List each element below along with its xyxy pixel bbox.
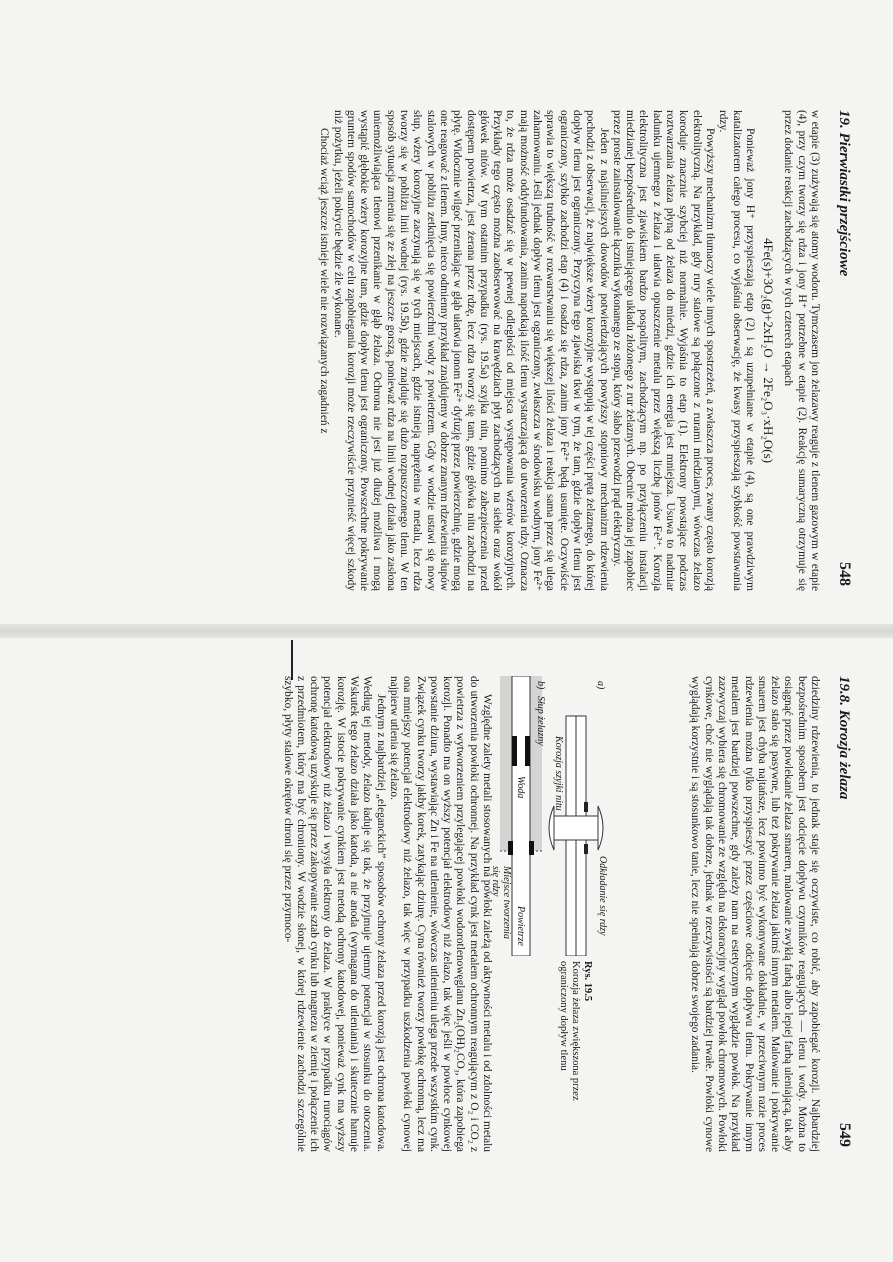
left-paragraph-4: Chociaż wciąż jeszcze istnieje wiele nie rozwiązanych zagadnień z bbox=[318, 128, 331, 434]
water-label: Woda bbox=[515, 776, 526, 799]
rivet-neck-label: Korozja szyjki nitu bbox=[553, 736, 564, 811]
left-intro-paragraph: w etapie (3) zużywają się atomy wodoru. Tymczasem jon żelazawy reaguje z tlenem gazowym w etapie (4), przy czym tworzy się rdza i jony H⁺ potrzebne w etapie (2). Reakcję sumaryczną otrzymuje się przez dodanie reakcji zachodzących w tych czterech etapach bbox=[782, 110, 821, 591]
left-paragraph-2: Powyższy mechanizm tłumaczy wiele innych spostrzeżeń, a zwłaszcza proces, zwany często korozją elektrolityczną. Na przykład, gdy rury stalowe są połączone z rurami miedzianymi, wówczas żelazo koroduje znacznie szybciej niż normalnie. Wyjaśnia to etap (1). Elektrony powstające podczas roztwarzania żelaza płyną od żelaza do miedzi, gdzie ich energia jest mniejsza. Usuwa to nadmiar ładunku ujemnego z żelaza i ułatwia opuszczenie metalu przez większą liczbę jonów Fe²⁺. Korozja elektrolityczna jest zjawiskiem bardzo pospolitym, zachodzącym np. po przyłączeniu instalacji miedzianej bezpośrednio do istniejącego układu złożonego z rur żelaznych. Obecnie można jej zapobiec przez proste zainstalowanie łącznika wykonanego ze stopu, który słabo przewodzi prąd elektryczny. bbox=[610, 110, 716, 591]
rust-formation-label: Miejsce tworzenia się rdzy bbox=[490, 866, 512, 940]
right-page-number: 549 bbox=[836, 1123, 853, 1147]
right-page bbox=[0, 631, 893, 1262]
caption-text: Korozja żelaza zwiększona przez ograniczony dopływ tlenu bbox=[558, 961, 581, 1101]
rust-deposit-label: Odkładanie się rdzy bbox=[597, 856, 608, 936]
left-page-body bbox=[317, 110, 821, 591]
figure-label-a: a) bbox=[595, 681, 606, 690]
air-label: Powietrze bbox=[515, 906, 526, 946]
right-page-header bbox=[829, 676, 853, 1147]
right-page-body-bottom bbox=[280, 676, 493, 1152]
right-page-body-top bbox=[688, 676, 821, 1152]
left-paragraph-1: Ponieważ jony H⁺ przyspieszają etap (2) i są uzupełniane w etapie (4), są one prawdziwym katalizatorem całego procesu, co wyjaśnia obserwację, że kwasy przyspieszają szybkość powstawania rdzy. bbox=[717, 110, 756, 591]
iron-post-label: Słup żelazny bbox=[535, 696, 546, 746]
figure-caption bbox=[557, 961, 593, 1111]
right-paragraph-1: dziedziny rdzewienia, to jednak staje się oczywiste, co robić, aby zapobiegać korozji. Najbardziej bezpośrednim sposobem jest odcięcie dopływu czynników reagujących — tlenu i wody. Można to osiągnąć przez powlekanie żelaza smarem, malowanie zwykłą farbą albo lepiej farbą uleniającą, tak aby żelazo stało się pasywne, lub też pokrywanie żelaza jakimś innym metalem. Malowanie i pokrywanie smarem jest chyba najtańsze, lecz powinno być wykonywane dokładnie, w przeciwnym razie proces rdzewienia można tylko przyspieszyć przez częściowe odcięcie dopływu tlenu. Pokrywanie innym metalem jest bardziej powszechne, gdy zależy nam na estetycznym wyglądzie powłok. Na przykład zazwyczaj wybiera się chromowanie ze względu na dekoracyjny wygląd powłok chromowych. Powłoki cynkowe, choć nie wyglądają tak dobrze, jednak w rzeczywistości są bardziej trwałe. Powłoki cynowe wyglądają korzystnie i są stosunkowo tanie, lecz nie spełniają dobrze swojego zadania. bbox=[689, 676, 821, 1152]
left-page-header bbox=[829, 110, 853, 586]
left-page-number: 548 bbox=[836, 562, 853, 586]
rust-equation: 4Fe(s)+3O₂(g)+2xH₂O → 2Fe₂O₃·xH₂O(s) bbox=[761, 237, 777, 464]
left-paragraph-3: Jeden z najsilniejszych dowodów potwierdzających powyższy stopniowy mechanizm rdzewienia pochodzi z obserwacji, że największe wżery korozyjne występują w tej części pręta żelaznego, do której dopływ tlenu jest ograniczony. Przyczyna tego zjawiska tkwi w tym, że tam, gdzie dopływ tlenu jest ograniczony, szybko zachodzi etap (4) i osadza się rdza, zanim jony Fe²⁺ będą usunięte. Oczywiście sprawia to większą trudność w rozwarstwaniu się większej ilości żelaza i reakcja sama przez się ulega zahamowaniu. Jeśli jednak dopływ tlenu jest ograniczony, zwłaszcza w środowisku wodnym, jony Fe²⁺ mają możność oddyfundowania, zanim napotkają ilość tlenu wystarczającą do utworzenia rdzy. Oznacza to, że rdza może osadzać się w pewnej odległości od miejsca występowania wżerów korozyjnych. Przykłady tego często można zaobserwować na krawędziach płyt zachodzących na siebie oraz wokół główek nitów. W tym ostatnim przypadku (rys. 19.5a) szyjka nitu, pomimo zabezpieczenia przed dostępem powietrza, jest żerana przez rdzę, lecz rdza tworzy się tam, gdzie główka nitu zachodzi na płytę. Widocznie wilgoć przenikając w głąb ułatwia jonom Fe²⁺ dyfuzję przez powierzchnię, gdzie mogą one reagować z tlenem. Inny, nieco odmienny przykład znajdujemy w dobrze znanym rdzewieniu słupów stalowych w pobliżu zetknięcia się powierzchni wody z powietrzem. Gdy w wodzie ustawi się nowy słup, wżery korozyjne zaczynają się w tych miejscach, gdzie istnieją naprężenia w metalu, lecz rdza tworzy się w pobliżu linii wodnej (rys. 19.5b), gdzie znajduje się dużo rozpuszczonego tlenu. W ten sposób sytuacja zmienia się ze złej na jeszcze gorszą, ponieważ rdza na linii wodnej działa jako zasłona uniemożliwiająca tlenowi przenikanie w głąb żelaza. Ochrona nie jest już dłużej możliwa i mogą wystąpić głębokie wżery korozyjne tam, gdzie dopływ tlenu jest ograniczony. Powszechne pokrywanie gruntem spodów samochodów w celu zapobiegania korozji może rzeczywiście przynieść więcej szkody niż pożytku, jeżeli pokrycie będzie źle wykonane. bbox=[331, 110, 610, 591]
figure-label-b: b) bbox=[535, 681, 546, 690]
right-paragraph-3: Jednym z najbardziej „eleganckich” sposobów ochrony żelaza przed korozją jest ochrona katodowa. Według tej metody, żelazo ładuje się tak, że przyjmuje ujemny potencjał w stosunku do otoczenia. Wskutek tego żelazo działa jako katoda, a nie anoda (wymagana do utleniania) i skutecznie hamuje korozję. W istocie pokrywanie cynkiem jest metodą ochrony katodowej, ponieważ cynk ma wyższy potencjał elektrodowy niż żelazo i wysyła elektrony do żelaza. W praktyce w przypadku rurociągów ochronę katodową uzyskuje się przez zakopywanie sztab cynku lub magnezu w ziemię i połączenie ich z przedmiotem, który ma być chroniony. W wodzie słonej, w której rdzewienie zachodzi szczególnie szybko, płyty stalowe okrętów chroni się przez przymoco- bbox=[281, 676, 387, 1152]
right-header-title: 19.8. Korozja żelaza bbox=[836, 676, 852, 800]
right-paragraph-2: Względne zalety metali stosowanych na powłoki zależą od aktywności metalu i od zdolności metalu do utworzenia powłoki ochronnej. Na przykład cynk jest metalem ochronnym reagującym z O₂ i CO₂ z powietrza z wytworzeniem przylegającej powłoki wodorotlenowęglanu Zn₂(OH)₂CO₃, która zapobiega korozji. Ponadto ma on wyższy potencjał elektrodowy niż żelazo, tak więc jeśli w powłoce cynkowej powstanie dziura, wystawiając Zn i Fe na utlenienie, wówczas utlenieniu ulega przede wszystkim cynk. Związek cynku tworzy jakby korek, zatykając dziurę. Cyna również tworzy powłokę ochronną, lecz ma ona mniejszy potencjał elektrodowy niż żelazo, tak więc w przypadku uszkodzenia powłoki cynowej najpierw utlenia się żelazo. bbox=[387, 676, 493, 1152]
left-header-title: 19. Pierwiastki przejściowe bbox=[836, 110, 852, 277]
caption-number: Rys. 19.5 bbox=[582, 961, 593, 1002]
